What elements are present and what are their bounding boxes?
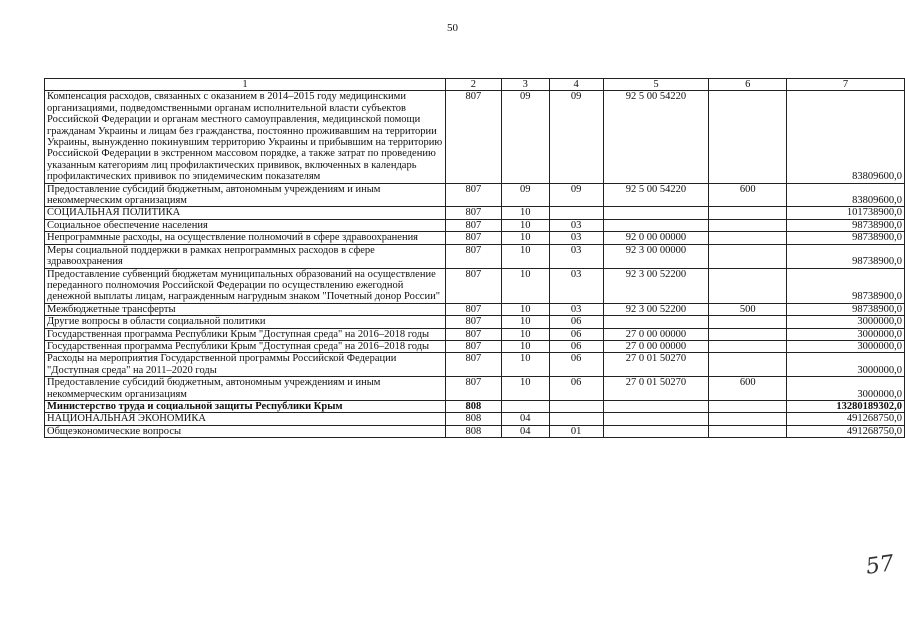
header-col-5: 5 <box>603 79 709 91</box>
row-code-cell: 807 <box>445 183 501 207</box>
table-row <box>45 207 905 219</box>
row-amount-cell: 98738900,0 <box>787 232 905 244</box>
header-col-6: 6 <box>709 79 787 91</box>
row-expense-type-cell <box>709 232 787 244</box>
page-number: 50 <box>447 22 458 34</box>
row-section-cell: 04 <box>501 425 549 437</box>
row-name-cell: Другие вопросы в области социальной политики <box>45 316 446 328</box>
row-amount-cell: 98738900,0 <box>787 219 905 231</box>
row-code-cell: 807 <box>445 316 501 328</box>
row-code-cell: 807 <box>445 340 501 352</box>
row-amount-cell: 83809600,0 <box>787 91 905 183</box>
row-name-cell: Государственная программа Республики Крым "Доступная среда" на 2016–2018 годы <box>45 328 446 340</box>
table-row <box>45 400 905 412</box>
row-section-cell: 10 <box>501 353 549 377</box>
row-subsection-cell: 09 <box>549 183 603 207</box>
row-code-cell: 807 <box>445 91 501 183</box>
row-subsection-cell: 06 <box>549 340 603 352</box>
header-col-4: 4 <box>549 79 603 91</box>
row-expense-type-cell <box>709 425 787 437</box>
row-expense-type-cell <box>709 400 787 412</box>
row-code-cell: 808 <box>445 400 501 412</box>
row-subsection-cell: 06 <box>549 328 603 340</box>
row-subsection-cell: 03 <box>549 244 603 268</box>
row-amount-cell: 83809600,0 <box>787 183 905 207</box>
row-name-cell: Межбюджетные трансферты <box>45 303 446 315</box>
row-section-cell: 10 <box>501 268 549 303</box>
row-subsection-cell <box>549 400 603 412</box>
row-subsection-cell: 03 <box>549 268 603 303</box>
table-row <box>45 303 905 315</box>
table-header-row <box>45 79 905 91</box>
row-expense-type-cell <box>709 328 787 340</box>
row-name-cell: Министерство труда и социальной защиты Республики Крым <box>45 400 446 412</box>
row-section-cell: 10 <box>501 328 549 340</box>
row-target-article-cell <box>603 316 709 328</box>
row-subsection-cell: 09 <box>549 91 603 183</box>
row-expense-type-cell: 600 <box>709 377 787 401</box>
row-name-cell: Меры социальной поддержки в рамках непрограммных расходов в сфере здравоохранения <box>45 244 446 268</box>
row-amount-cell: 98738900,0 <box>787 244 905 268</box>
row-target-article-cell: 92 0 00 00000 <box>603 232 709 244</box>
row-amount-cell: 3000000,0 <box>787 353 905 377</box>
row-expense-type-cell <box>709 268 787 303</box>
row-subsection-cell: 06 <box>549 353 603 377</box>
row-subsection-cell <box>549 413 603 425</box>
row-section-cell <box>501 400 549 412</box>
row-expense-type-cell <box>709 207 787 219</box>
row-section-cell: 09 <box>501 91 549 183</box>
row-subsection-cell: 03 <box>549 232 603 244</box>
row-expense-type-cell: 500 <box>709 303 787 315</box>
header-col-7: 7 <box>787 79 905 91</box>
table-row <box>45 425 905 437</box>
row-amount-cell: 3000000,0 <box>787 328 905 340</box>
row-code-cell: 807 <box>445 244 501 268</box>
header-col-3: 3 <box>501 79 549 91</box>
row-code-cell: 808 <box>445 425 501 437</box>
row-name-cell: Расходы на мероприятия Государственной программы Российской Федерации "Доступная среда" на 2011–2020 годы <box>45 353 446 377</box>
row-subsection-cell <box>549 207 603 219</box>
row-target-article-cell: 92 5 00 54220 <box>603 91 709 183</box>
row-section-cell: 10 <box>501 377 549 401</box>
budget-table <box>44 78 905 438</box>
row-section-cell: 10 <box>501 244 549 268</box>
row-target-article-cell: 27 0 01 50270 <box>603 377 709 401</box>
row-name-cell: Общеэкономические вопросы <box>45 425 446 437</box>
row-target-article-cell: 27 0 01 50270 <box>603 353 709 377</box>
row-expense-type-cell <box>709 219 787 231</box>
row-subsection-cell: 03 <box>549 219 603 231</box>
table-row <box>45 244 905 268</box>
row-target-article-cell: 27 0 00 00000 <box>603 328 709 340</box>
header-col-2: 2 <box>445 79 501 91</box>
table-row <box>45 413 905 425</box>
row-code-cell: 807 <box>445 207 501 219</box>
row-target-article-cell <box>603 400 709 412</box>
row-name-cell: Предоставление субвенций бюджетам муниципальных образований на осуществление переданного полномочия Российской Федерации по осуществлению ежегодной денежной выплаты лицам, награжденным нагрудным знаком "Почетный донор России" <box>45 268 446 303</box>
handwritten-page-mark: 57 <box>864 551 896 580</box>
table-row <box>45 340 905 352</box>
row-amount-cell: 491268750,0 <box>787 425 905 437</box>
row-subsection-cell: 03 <box>549 303 603 315</box>
table-row <box>45 91 905 183</box>
row-section-cell: 09 <box>501 183 549 207</box>
row-expense-type-cell <box>709 353 787 377</box>
row-target-article-cell <box>603 219 709 231</box>
row-code-cell: 807 <box>445 268 501 303</box>
row-name-cell: СОЦИАЛЬНАЯ ПОЛИТИКА <box>45 207 446 219</box>
row-section-cell: 10 <box>501 340 549 352</box>
table-row <box>45 219 905 231</box>
row-section-cell: 04 <box>501 413 549 425</box>
row-expense-type-cell <box>709 340 787 352</box>
row-amount-cell: 3000000,0 <box>787 377 905 401</box>
row-amount-cell: 491268750,0 <box>787 413 905 425</box>
row-section-cell: 10 <box>501 219 549 231</box>
table-row <box>45 183 905 207</box>
row-amount-cell: 13280189302,0 <box>787 400 905 412</box>
row-name-cell: Предоставление субсидий бюджетным, автономным учреждениям и иным некоммерческим организациям <box>45 377 446 401</box>
row-name-cell: Непрограммные расходы, на осуществление полномочий в сфере здравоохранения <box>45 232 446 244</box>
row-code-cell: 807 <box>445 232 501 244</box>
row-expense-type-cell <box>709 316 787 328</box>
row-target-article-cell: 92 3 00 00000 <box>603 244 709 268</box>
row-expense-type-cell <box>709 91 787 183</box>
row-target-article-cell <box>603 413 709 425</box>
header-col-1: 1 <box>45 79 446 91</box>
row-target-article-cell: 92 3 00 52200 <box>603 303 709 315</box>
row-target-article-cell: 92 5 00 54220 <box>603 183 709 207</box>
row-amount-cell: 98738900,0 <box>787 303 905 315</box>
row-subsection-cell: 06 <box>549 377 603 401</box>
row-section-cell: 10 <box>501 207 549 219</box>
row-code-cell: 808 <box>445 413 501 425</box>
row-target-article-cell <box>603 425 709 437</box>
row-amount-cell: 98738900,0 <box>787 268 905 303</box>
table-row <box>45 377 905 401</box>
row-amount-cell: 3000000,0 <box>787 340 905 352</box>
row-code-cell: 807 <box>445 377 501 401</box>
row-target-article-cell: 27 0 00 00000 <box>603 340 709 352</box>
row-subsection-cell: 06 <box>549 316 603 328</box>
row-code-cell: 807 <box>445 353 501 377</box>
row-name-cell: Социальное обеспечение населения <box>45 219 446 231</box>
row-name-cell: Компенсация расходов, связанных с оказанием в 2014–2015 году медицинскими организациями, подведомственными органам исполнительной власти субъектов Российской Федерации и органам местного самоуправления, медицинской помощи гражданам Украины и лицам без гражданства, постоянно проживавшим на территории Украины, вынужденно покинувшим территорию Украины и прибывшим на территорию Российской Федерации в экстренном массовом порядке, а также затрат по проведению указанным категориям лиц профилактических прививок, включенных в календарь профилактических прививок по эпидемическим показателям <box>45 91 446 183</box>
table-row <box>45 316 905 328</box>
table-row <box>45 268 905 303</box>
row-target-article-cell <box>603 207 709 219</box>
table-row <box>45 353 905 377</box>
row-name-cell: НАЦИОНАЛЬНАЯ ЭКОНОМИКА <box>45 413 446 425</box>
row-subsection-cell: 01 <box>549 425 603 437</box>
row-section-cell: 10 <box>501 303 549 315</box>
row-expense-type-cell <box>709 413 787 425</box>
table-row <box>45 328 905 340</box>
row-section-cell: 10 <box>501 316 549 328</box>
table-row <box>45 232 905 244</box>
row-code-cell: 807 <box>445 219 501 231</box>
row-amount-cell: 101738900,0 <box>787 207 905 219</box>
row-code-cell: 807 <box>445 328 501 340</box>
row-expense-type-cell: 600 <box>709 183 787 207</box>
row-name-cell: Предоставление субсидий бюджетным, автономным учреждениям и иным некоммерческим организациям <box>45 183 446 207</box>
row-section-cell: 10 <box>501 232 549 244</box>
row-amount-cell: 3000000,0 <box>787 316 905 328</box>
row-target-article-cell: 92 3 00 52200 <box>603 268 709 303</box>
row-name-cell: Государственная программа Республики Крым "Доступная среда" на 2016–2018 годы <box>45 340 446 352</box>
row-code-cell: 807 <box>445 303 501 315</box>
row-expense-type-cell <box>709 244 787 268</box>
